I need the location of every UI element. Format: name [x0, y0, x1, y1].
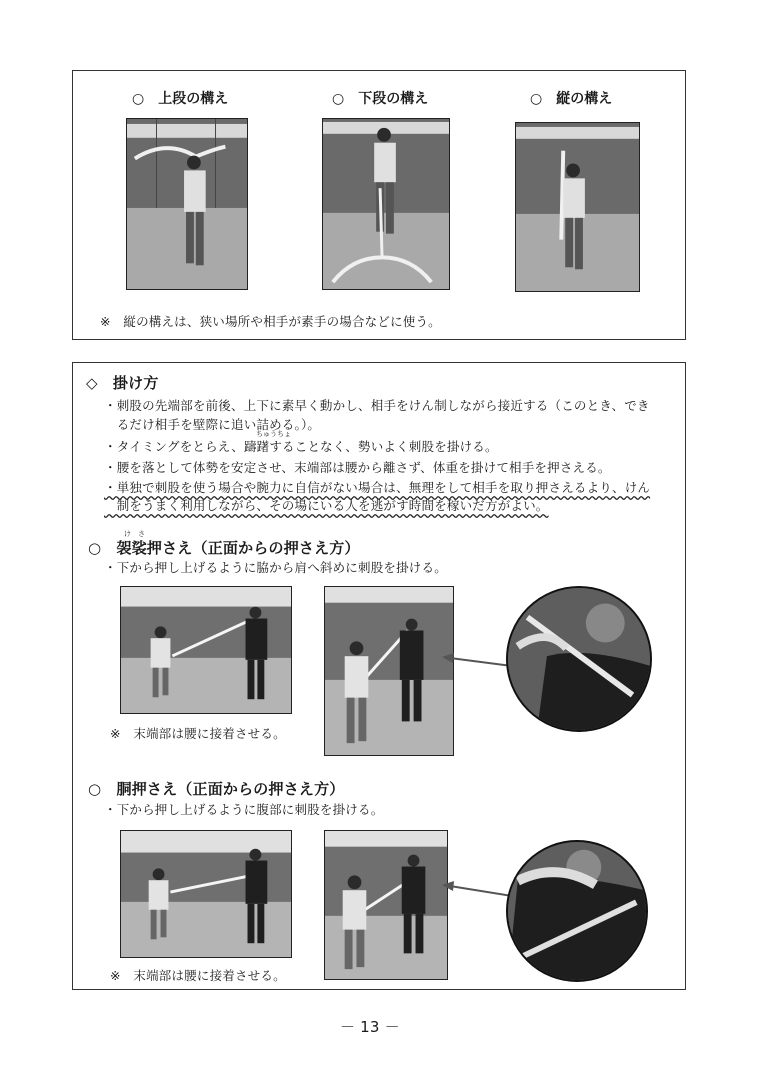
do-note: ※ 末端部は腰に接着させる。 — [110, 968, 286, 983]
photo-do-1 — [120, 830, 292, 958]
stance-title-vertical: ○ 縦の構え — [530, 91, 613, 107]
do-heading: ○ 胴押さえ（正面からの押さえ方） — [88, 780, 345, 798]
kakekata-bullet-1: ・刺股の先端部を前後、上下に素早く動かし、相手をけん制しながら接近する（このとき、でき — [104, 398, 650, 413]
kakekata-bullet-1-cont: るだけ相手を壁際に追い詰める。）。 — [104, 417, 321, 432]
ruby-kesa: け さ — [124, 530, 145, 538]
kesa-note: ※ 末端部は腰に接着させる。 — [110, 726, 286, 741]
kakekata-heading: ◇ 掛け方 — [86, 374, 159, 392]
kakekata-bullet-2: ・タイミングをとらえ、躊躇することなく、勢いよく刺股を掛ける。 — [104, 439, 498, 454]
photo-lower-stance — [322, 118, 450, 290]
photo-kesa-1 — [120, 586, 292, 714]
kakekata-bullet-4: ・単独で刺股を使う場合や腕力に自信がない場合は、無理をして相手を取り押さえるより、けん — [104, 480, 651, 495]
stance-note: ※ 縦の構えは、狭い場所や相手が素手の場合などに使う。 — [100, 314, 441, 329]
photo-do-closeup — [506, 840, 648, 982]
stance-title-lower: ○ 下段の構え — [332, 91, 429, 107]
page-number: － 13 － — [340, 1018, 400, 1036]
kesa-arrow-icon — [440, 650, 512, 674]
photo-vertical-stance — [515, 122, 640, 292]
kakekata-bullet-3: ・腰を落として体勢を安定させ、末端部は腰から離さず、体重を掛けて相手を押さえる。 — [104, 460, 611, 475]
photo-kesa-2 — [324, 586, 454, 756]
kesa-desc: ・下から押し上げるように脇から肩へ斜めに刺股を掛ける。 — [104, 560, 447, 575]
kakekata-bullet-4-cont: 制をうまく利用しながら、その場にいる人を逃がす時間を稼いだ方がよい。 — [104, 498, 549, 513]
kesa-heading: ○ 袈裟押さえ（正面からの押さえ方） — [88, 539, 360, 557]
photo-upper-stance — [126, 118, 248, 290]
do-arrow-icon — [440, 878, 512, 902]
photo-kesa-closeup — [506, 586, 652, 732]
photo-do-2 — [324, 830, 448, 980]
do-desc: ・下から押し上げるように腹部に刺股を掛ける。 — [104, 802, 384, 817]
ruby-chucho: ちゅうちょ — [256, 430, 291, 438]
stance-title-upper: ○ 上段の構え — [132, 91, 229, 107]
